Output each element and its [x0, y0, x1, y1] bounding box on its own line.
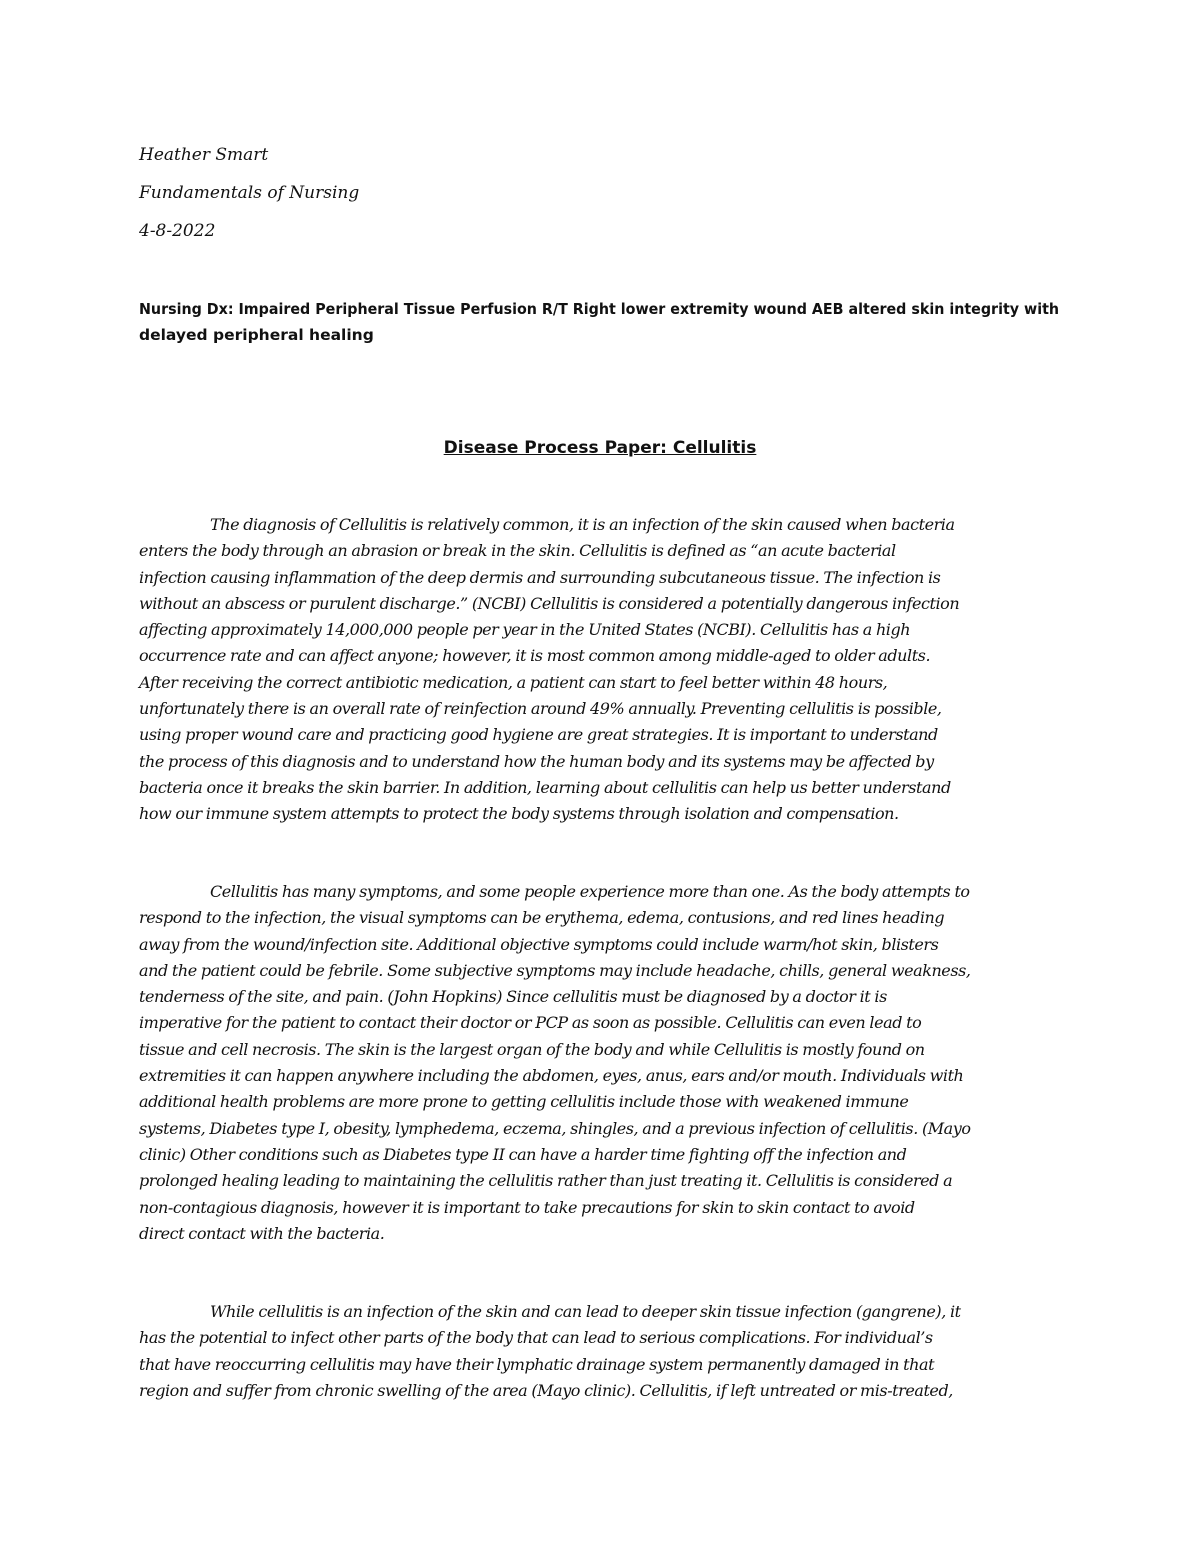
- paragraph-line: clinic) Other conditions such as Diabetes type II can have a harder time fighting off the infection and: [139, 1144, 907, 1164]
- paragraph-line: additional health problems are more prone to getting cellulitis include those with weakened immune: [139, 1092, 909, 1112]
- paper-title: Disease Process Paper: Cellulitis: [443, 438, 757, 458]
- paragraph-line: occurrence rate and can affect anyone; however, it is most common among middle-aged to older adults.: [139, 646, 931, 666]
- author-name: Heather Smart: [139, 145, 269, 165]
- paragraph-line: Cellulitis has many symptoms, and some people experience more than one. As the body attempts to: [210, 882, 970, 901]
- course-name: Fundamentals of Nursing: [139, 183, 360, 203]
- paragraph-line: unfortunately there is an overall rate of reinfection around 49% annually. Preventing cellulitis is possible,: [139, 699, 942, 719]
- nursing-diagnosis: [139, 296, 1059, 348]
- paragraph-line: non-contagious diagnosis, however it is important to take precautions for skin to skin contact to avoid: [139, 1197, 915, 1217]
- paragraph-line: bacteria once it breaks the skin barrier. In addition, learning about cellulitis can help us better understand: [139, 777, 951, 797]
- paragraph-line: away from the wound/infection site. Additional objective symptoms could include warm/hot skin, blisters: [139, 934, 939, 954]
- paragraph-line: infection causing inflammation of the deep dermis and surrounding subcutaneous tissue. The infection is: [139, 567, 941, 587]
- paragraph-line: respond to the infection, the visual symptoms can be erythema, edema, contusions, and red lines heading: [139, 908, 945, 928]
- body-paragraph-2: [139, 879, 1061, 1247]
- paragraph-line: tissue and cell necrosis. The skin is the largest organ of the body and while Cellulitis is mostly found on: [139, 1039, 925, 1059]
- paragraph-line: without an abscess or purulent discharge.” (NCBI) Cellulitis is considered a potentially dangerous infection: [139, 593, 960, 613]
- paragraph-line: imperative for the patient to contact their doctor or PCP as soon as possible. Cellulitis can even lead to: [139, 1013, 922, 1033]
- paragraph-line: and the patient could be febrile. Some subjective symptoms may include headache, chills, general weakness,: [139, 960, 971, 980]
- paragraph-line: prolonged healing leading to maintaining the cellulitis rather than just treating it. Cellulitis is considered a: [139, 1171, 953, 1191]
- paragraph-line: After receiving the correct antibiotic medication, a patient can start to feel better within 48 hours,: [139, 672, 888, 692]
- paragraph-line: While cellulitis is an infection of the skin and can lead to deeper skin tissue infection (gangrene), it: [210, 1302, 961, 1321]
- body-paragraph-1: [139, 512, 1061, 828]
- paragraph-line: affecting approximately 14,000,000 people per year in the United States (NCBI). Cellulitis has a high: [139, 620, 911, 640]
- nursing-diagnosis-line-1: Nursing Dx: Impaired Peripheral Tissue Perfusion R/T Right lower extremity wound AEB altered skin integrity with: [139, 300, 1060, 318]
- paragraph-line: The diagnosis of Cellulitis is relatively common, it is an infection of the skin caused when bacteria: [210, 515, 955, 534]
- nursing-diagnosis-line-2: delayed peripheral healing: [139, 326, 374, 344]
- paragraph-line: extremities it can happen anywhere including the abdomen, eyes, anus, ears and/or mouth. Individuals with: [139, 1066, 964, 1086]
- body-paragraph-3: [139, 1299, 1061, 1404]
- paragraph-line: that have reoccurring cellulitis may have their lymphatic drainage system permanently damaged in that: [139, 1354, 935, 1374]
- paragraph-line: systems, Diabetes type I, obesity, lymphedema, eczema, shingles, and a previous infection of cellulitis. (Mayo: [139, 1118, 971, 1138]
- paragraph-line: region and suffer from chronic swelling of the area (Mayo clinic). Cellulitis, if left untreated or mis-treated,: [139, 1380, 953, 1400]
- paragraph-line: direct contact with the bacteria.: [139, 1223, 385, 1243]
- paragraph-line: how our immune system attempts to protect the body systems through isolation and compensation.: [139, 804, 899, 824]
- paragraph-line: using proper wound care and practicing good hygiene are great strategies. It is important to understand: [139, 725, 938, 745]
- paragraph-line: has the potential to infect other parts of the body that can lead to serious complications. For individual’s: [139, 1328, 933, 1348]
- paragraph-line: the process of this diagnosis and to understand how the human body and its systems may be affected by: [139, 751, 934, 771]
- paragraph-line: tenderness of the site, and pain. (John Hopkins) Since cellulitis must be diagnosed by a doctor it is: [139, 987, 887, 1007]
- paragraph-line: enters the body through an abrasion or break in the skin. Cellulitis is defined as “an acute bacterial: [139, 541, 896, 561]
- document-date: 4-8-2022: [139, 221, 216, 241]
